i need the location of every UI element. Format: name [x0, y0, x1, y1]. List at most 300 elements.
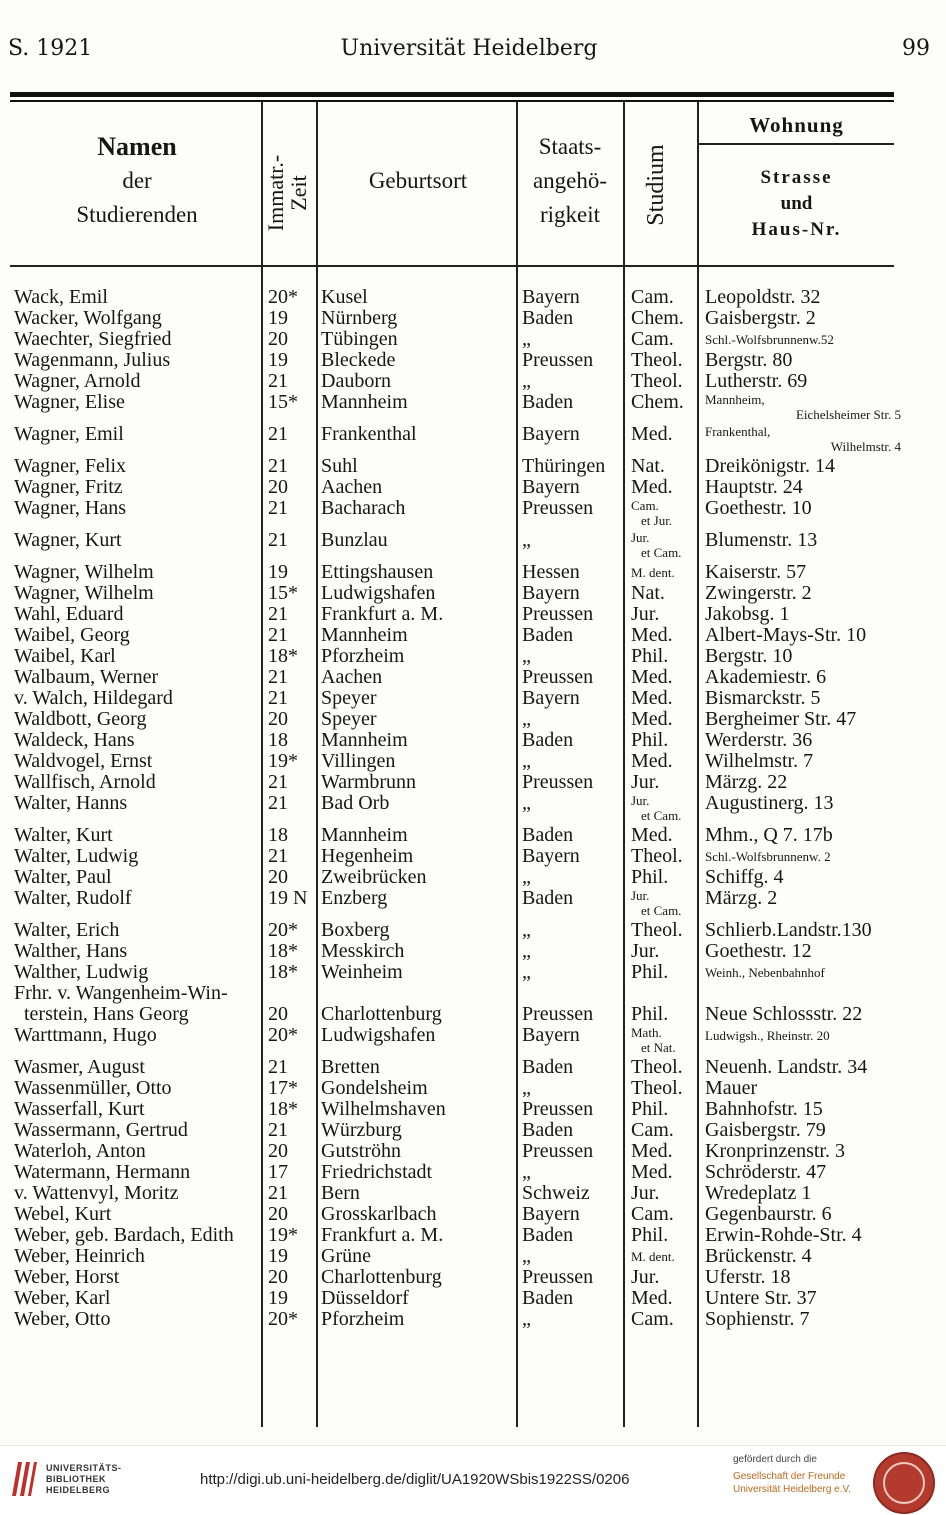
- immatr-zeit: [268, 350, 314, 371]
- field-of-study-text: Jur.: [631, 604, 660, 625]
- student-name-text: v. Walch, Hildegard: [14, 688, 173, 709]
- citizenship-text: Baden: [522, 1120, 574, 1141]
- field-of-study: [631, 846, 697, 867]
- student-name: [14, 751, 260, 772]
- immatr-zeit: [268, 604, 314, 625]
- immatr-zeit: [268, 287, 314, 308]
- immatr-zeit: [268, 1225, 314, 1246]
- address: [705, 1288, 901, 1309]
- address-text: Erwin-Rohde-Str. 4: [705, 1225, 862, 1246]
- student-name: [14, 846, 260, 867]
- field-of-study-text: Med.: [631, 477, 673, 498]
- address-text: Wilhelmstr. 7: [705, 751, 814, 772]
- table-row: [0, 730, 946, 751]
- immatr-zeit-text: 17: [268, 1162, 288, 1183]
- address-text: Schl.-Wolfsbrunnenw. 2: [705, 849, 831, 864]
- immatr-zeit-text: 18*: [268, 1099, 298, 1120]
- citizenship-text: Bayern: [522, 477, 580, 498]
- student-name-text: Wagner, Arnold: [14, 371, 141, 392]
- table-row: [0, 846, 946, 867]
- citizenship: [522, 329, 622, 350]
- field-of-study: [631, 772, 697, 793]
- field-of-study: [631, 392, 697, 413]
- immatr-zeit-text: 20: [268, 709, 288, 730]
- birthplace: [321, 667, 515, 688]
- address: [705, 456, 901, 477]
- birthplace: [321, 392, 515, 413]
- address: [705, 646, 901, 667]
- birthplace: [321, 1267, 515, 1288]
- immatr-zeit-text: 21: [268, 1120, 288, 1141]
- header-staats: [518, 130, 622, 232]
- birthplace-text: Zweibrücken: [321, 867, 427, 888]
- citizenship: [522, 456, 622, 477]
- student-name: [14, 772, 260, 793]
- immatr-zeit: [268, 730, 314, 751]
- immatr-zeit-text: 21: [268, 772, 288, 793]
- birthplace-text: Speyer: [321, 688, 377, 709]
- table-row: [0, 1204, 946, 1225]
- citizenship: [522, 646, 622, 667]
- citizenship-text: „: [522, 1162, 531, 1183]
- birthplace: [321, 604, 515, 625]
- field-of-study-continuation: et Jur.: [641, 513, 673, 528]
- citizenship-text: Preussen: [522, 1099, 594, 1120]
- student-name-text: Walter, Erich: [14, 920, 120, 941]
- citizenship: [522, 1078, 622, 1099]
- immatr-zeit-text: 20: [268, 867, 288, 888]
- top-rule-thick: [10, 92, 894, 97]
- immatr-zeit: [268, 1309, 314, 1330]
- header-wohnung: Wohnung: [749, 113, 844, 137]
- field-of-study: [631, 709, 697, 730]
- citizenship-text: „: [522, 962, 531, 983]
- immatr-zeit: [268, 371, 314, 392]
- citizenship-text: Baden: [522, 1057, 574, 1078]
- citizenship-text: „: [522, 793, 531, 814]
- table-row: [0, 667, 946, 688]
- field-of-study: [631, 604, 697, 625]
- immatr-zeit-text: 21: [268, 667, 288, 688]
- birthplace: [321, 498, 515, 519]
- table-row: [0, 371, 946, 392]
- birthplace-text: Mannheim: [321, 825, 408, 846]
- immatr-zeit: [268, 772, 314, 793]
- address: [705, 1025, 901, 1046]
- citizenship-text: Bayern: [522, 688, 580, 709]
- field-of-study-text: Jur.: [631, 772, 660, 793]
- table-row: [0, 1225, 946, 1246]
- citizenship-text: Baden: [522, 392, 574, 413]
- student-name-text: Waechter, Siegfried: [14, 329, 172, 350]
- address-text: Kaiserstr. 57: [705, 562, 807, 583]
- citizenship-text: Baden: [522, 730, 574, 751]
- field-of-study: [631, 1288, 697, 1309]
- birthplace: [321, 1057, 515, 1078]
- citizenship-text: Bayern: [522, 846, 580, 867]
- immatr-zeit: [268, 888, 314, 909]
- immatr-zeit-text: 19 N: [268, 888, 308, 909]
- field-of-study: [631, 793, 697, 823]
- header-bottom-rule: [10, 265, 894, 267]
- citizenship-text: Baden: [522, 625, 574, 646]
- citizenship-text: „: [522, 1078, 531, 1099]
- student-name: [14, 308, 260, 329]
- citizenship-text: Hessen: [522, 562, 580, 583]
- birthplace: [321, 1246, 515, 1267]
- student-name: [14, 867, 260, 888]
- student-name: [14, 667, 260, 688]
- birthplace: [321, 287, 515, 308]
- address-text: Bergstr. 80: [705, 350, 793, 371]
- address: [705, 1246, 901, 1267]
- field-of-study: [631, 825, 697, 846]
- citizenship-text: Preussen: [522, 350, 594, 371]
- table-row: [0, 646, 946, 667]
- header-staats-line1: Staats-: [538, 134, 602, 159]
- citizenship: [522, 424, 622, 445]
- address: [705, 688, 901, 709]
- address-text: Uferstr. 18: [705, 1267, 791, 1288]
- birthplace: [321, 583, 515, 604]
- birthplace-text: Bacharach: [321, 498, 406, 519]
- address: [705, 392, 901, 422]
- address-text: Schl.-Wolfsbrunnenw.52: [705, 332, 834, 347]
- student-name: [14, 646, 260, 667]
- student-name-text: Weber, Horst: [14, 1267, 120, 1288]
- field-of-study-text: Phil.: [631, 1225, 669, 1246]
- field-of-study-text: Cam.: [631, 498, 659, 513]
- birthplace-text: Dauborn: [321, 371, 391, 392]
- birthplace: [321, 1004, 515, 1025]
- student-name: [14, 730, 260, 751]
- address: [705, 846, 901, 867]
- address-text: Bismarckstr. 5: [705, 688, 821, 709]
- immatr-zeit-text: 19*: [268, 751, 298, 772]
- table-row: [0, 604, 946, 625]
- birthplace-text: Frankenthal: [321, 424, 417, 445]
- address-text: Bergheimer Str. 47: [705, 709, 857, 730]
- birthplace: [321, 308, 515, 329]
- address: [705, 604, 901, 625]
- header-hausnr: Haus-Nr.: [751, 219, 842, 240]
- address-text: Kronprinzenstr. 3: [705, 1141, 845, 1162]
- immatr-zeit: [268, 920, 314, 941]
- header-namen: [14, 130, 260, 232]
- student-name: [14, 709, 260, 730]
- immatr-zeit: [268, 1120, 314, 1141]
- birthplace: [321, 1141, 515, 1162]
- student-name: [14, 1309, 260, 1330]
- header-immatr-zeit: [264, 138, 310, 248]
- birthplace-text: Gutströhn: [321, 1141, 401, 1162]
- table-row: [0, 1309, 946, 1330]
- field-of-study: [631, 371, 697, 392]
- citizenship: [522, 308, 622, 329]
- immatr-zeit: [268, 1183, 314, 1204]
- header-namen-line3: Studierenden: [76, 202, 198, 227]
- address: [705, 962, 901, 983]
- address-text: Ludwigsh., Rheinstr. 20: [705, 1028, 830, 1043]
- field-of-study-text: Med.: [631, 825, 673, 846]
- header-staats-line3: rigkeit: [539, 202, 601, 227]
- citizenship: [522, 793, 622, 814]
- birthplace-text: Aachen: [321, 477, 383, 498]
- citizenship: [522, 530, 622, 551]
- immatr-zeit-text: 19: [268, 562, 288, 583]
- birthplace-text: Mannheim: [321, 392, 408, 413]
- field-of-study-text: Jur.: [631, 941, 660, 962]
- citizenship-text: Baden: [522, 1225, 574, 1246]
- field-of-study-text: Nat.: [631, 583, 665, 604]
- header-studium: Studium: [643, 144, 669, 226]
- field-of-study-text: Cam.: [631, 1204, 674, 1225]
- address-text: Hauptstr. 24: [705, 477, 803, 498]
- address-text: Schröderstr. 47: [705, 1162, 827, 1183]
- citizenship-text: „: [522, 920, 531, 941]
- immatr-zeit-text: 19: [268, 1288, 288, 1309]
- citizenship: [522, 1204, 622, 1225]
- address-text: Zwingerstr. 2: [705, 583, 812, 604]
- student-name: [14, 604, 260, 625]
- field-of-study-text: Cam.: [631, 287, 674, 308]
- citizenship: [522, 962, 622, 983]
- birthplace-text: Gondelsheim: [321, 1078, 428, 1099]
- table-row: [0, 941, 946, 962]
- address-text: Werderstr. 36: [705, 730, 813, 751]
- immatr-zeit: [268, 667, 314, 688]
- field-of-study: [631, 1204, 697, 1225]
- immatr-zeit: [268, 1078, 314, 1099]
- field-of-study: [631, 562, 697, 583]
- immatr-zeit-text: 20*: [268, 1025, 298, 1046]
- address-text: Mannheim,: [705, 392, 765, 407]
- citizenship-text: Baden: [522, 308, 574, 329]
- immatr-zeit: [268, 1162, 314, 1183]
- student-name-text: Wasserfall, Kurt: [14, 1099, 145, 1120]
- immatr-zeit: [268, 498, 314, 519]
- table-row: [0, 920, 946, 941]
- table-row: [0, 1162, 946, 1183]
- field-of-study-text: Chem.: [631, 392, 684, 413]
- birthplace: [321, 1183, 515, 1204]
- immatr-zeit: [268, 1204, 314, 1225]
- citizenship-text: „: [522, 751, 531, 772]
- student-name-text: Watermann, Hermann: [14, 1162, 191, 1183]
- citizenship-text: „: [522, 530, 531, 551]
- address: [705, 625, 901, 646]
- header-immatr-line1: Immatr.-: [263, 154, 288, 232]
- field-of-study: [631, 730, 697, 751]
- field-of-study: [631, 477, 697, 498]
- birthplace-text: Boxberg: [321, 920, 390, 941]
- immatr-zeit: [268, 424, 314, 445]
- citizenship: [522, 583, 622, 604]
- address-text: Schlierb.Landstr.130: [705, 920, 872, 941]
- table-row: [0, 1099, 946, 1120]
- birthplace: [321, 688, 515, 709]
- address: [705, 825, 901, 846]
- field-of-study: [631, 1099, 697, 1120]
- field-of-study-text: Jur.: [631, 530, 650, 545]
- field-of-study-continuation: et Cam.: [641, 808, 682, 823]
- field-of-study-text: Med.: [631, 1162, 673, 1183]
- header-geburtsort: Geburtsort: [368, 168, 468, 193]
- address-text: Märzg. 22: [705, 772, 788, 793]
- student-name-text: Wagner, Emil: [14, 424, 124, 445]
- student-name-text: Walter, Ludwig: [14, 846, 139, 867]
- immatr-zeit-text: 21: [268, 1183, 288, 1204]
- address: [705, 1141, 901, 1162]
- header-title: Universität Heidelberg: [340, 36, 598, 61]
- address: [705, 308, 901, 329]
- citizenship: [522, 920, 622, 941]
- citizenship: [522, 562, 622, 583]
- immatr-zeit: [268, 477, 314, 498]
- birthplace: [321, 962, 515, 983]
- table-row: [0, 751, 946, 772]
- student-name: [14, 825, 260, 846]
- address: [705, 772, 901, 793]
- field-of-study: [631, 646, 697, 667]
- immatr-zeit: [268, 1057, 314, 1078]
- address: [705, 730, 901, 751]
- address-text: Mauer: [705, 1078, 758, 1099]
- immatr-zeit: [268, 1004, 314, 1025]
- immatr-zeit-text: 21: [268, 530, 288, 551]
- address: [705, 1057, 901, 1078]
- permalink-url[interactable]: http://digi.ub.uni-heidelberg.de/diglit/UA1920WSbis1922SS/0206: [200, 1471, 630, 1488]
- address: [705, 667, 901, 688]
- immatr-zeit: [268, 530, 314, 551]
- field-of-study-text: Math.: [631, 1025, 662, 1040]
- field-of-study: [631, 350, 697, 371]
- citizenship: [522, 846, 622, 867]
- table-row: [0, 583, 946, 604]
- table-row: [0, 477, 946, 498]
- citizenship: [522, 941, 622, 962]
- immatr-zeit-text: 21: [268, 625, 288, 646]
- birthplace: [321, 350, 515, 371]
- address: [705, 329, 901, 350]
- table-row: [0, 983, 946, 1025]
- table-row: [0, 562, 946, 583]
- immatr-zeit-text: 18*: [268, 941, 298, 962]
- table-row: [0, 1267, 946, 1288]
- birthplace-text: Wilhelmshaven: [321, 1099, 446, 1120]
- field-of-study-continuation: et Cam.: [641, 903, 682, 918]
- citizenship-text: „: [522, 371, 531, 392]
- immatr-zeit: [268, 1025, 314, 1046]
- field-of-study-text: Cam.: [631, 1120, 674, 1141]
- immatr-zeit-text: 21: [268, 498, 288, 519]
- field-of-study-text: Theol.: [631, 350, 683, 371]
- immatr-zeit-text: 15*: [268, 583, 298, 604]
- address: [705, 1309, 901, 1330]
- address-text: Blumenstr. 13: [705, 530, 818, 551]
- student-name-text: Weber, geb. Bardach, Edith: [14, 1225, 234, 1246]
- field-of-study-text: Jur.: [631, 793, 650, 808]
- address-text: Dreikönigstr. 14: [705, 456, 835, 477]
- student-name: [14, 1225, 260, 1246]
- citizenship: [522, 477, 622, 498]
- citizenship: [522, 825, 622, 846]
- top-rule-thin: [10, 100, 894, 102]
- citizenship-text: Preussen: [522, 604, 594, 625]
- birthplace: [321, 709, 515, 730]
- field-of-study-text: Med.: [631, 709, 673, 730]
- running-header: [8, 30, 930, 70]
- field-of-study-text: Med.: [631, 1141, 673, 1162]
- student-name: [14, 477, 260, 498]
- field-of-study: [631, 1162, 697, 1183]
- student-name: [14, 329, 260, 350]
- immatr-zeit-text: 20*: [268, 920, 298, 941]
- digitization-footer: [0, 1445, 946, 1515]
- student-name-text: Wagner, Wilhelm: [14, 583, 154, 604]
- address-text: Bergstr. 10: [705, 646, 793, 667]
- field-of-study-text: Phil.: [631, 962, 669, 983]
- citizenship-text: „: [522, 709, 531, 730]
- student-name-text: Wagner, Wilhelm: [14, 562, 154, 583]
- sponsor-name: [733, 1470, 851, 1496]
- header-immatr-line2: Zeit: [286, 175, 311, 211]
- student-name: [14, 793, 260, 814]
- birthplace: [321, 424, 515, 445]
- field-of-study-text: Med.: [631, 667, 673, 688]
- field-of-study: [631, 1141, 697, 1162]
- birthplace-text: Hegenheim: [321, 846, 414, 867]
- citizenship: [522, 730, 622, 751]
- field-of-study-text: Med.: [631, 751, 673, 772]
- birthplace-text: Bunzlau: [321, 530, 388, 551]
- student-name-text: Wack, Emil: [14, 287, 108, 308]
- birthplace-text: Würzburg: [321, 1120, 402, 1141]
- field-of-study-text: Jur.: [631, 1267, 660, 1288]
- birthplace: [321, 625, 515, 646]
- citizenship: [522, 688, 622, 709]
- birthplace: [321, 1099, 515, 1120]
- student-name-text: Waldbott, Georg: [14, 709, 147, 730]
- immatr-zeit-text: 18*: [268, 646, 298, 667]
- citizenship: [522, 498, 622, 519]
- student-name-text: Waibel, Karl: [14, 646, 116, 667]
- immatr-zeit: [268, 562, 314, 583]
- table-row: [0, 287, 946, 308]
- birthplace: [321, 1120, 515, 1141]
- address-text: Wredeplatz 1: [705, 1183, 812, 1204]
- birthplace: [321, 1162, 515, 1183]
- header-staats-line2: angehö-: [532, 168, 608, 193]
- immatr-zeit: [268, 825, 314, 846]
- citizenship: [522, 1057, 622, 1078]
- student-name-text: Wacker, Wolfgang: [14, 308, 162, 329]
- field-of-study-text: Theol.: [631, 1078, 683, 1099]
- student-name-text: Waterloh, Anton: [14, 1141, 146, 1162]
- student-name-text: Weber, Heinrich: [14, 1246, 145, 1267]
- citizenship: [522, 287, 622, 308]
- birthplace: [321, 846, 515, 867]
- table-row: [0, 308, 946, 329]
- birthplace: [321, 920, 515, 941]
- field-of-study: [631, 424, 697, 445]
- birthplace-text: Düsseldorf: [321, 1288, 409, 1309]
- sponsor-name-line1: Gesellschaft der Freunde: [733, 1471, 846, 1482]
- address: [705, 1267, 901, 1288]
- field-of-study: [631, 1309, 697, 1330]
- birthplace-text: Aachen: [321, 667, 383, 688]
- field-of-study-text: Chem.: [631, 308, 684, 329]
